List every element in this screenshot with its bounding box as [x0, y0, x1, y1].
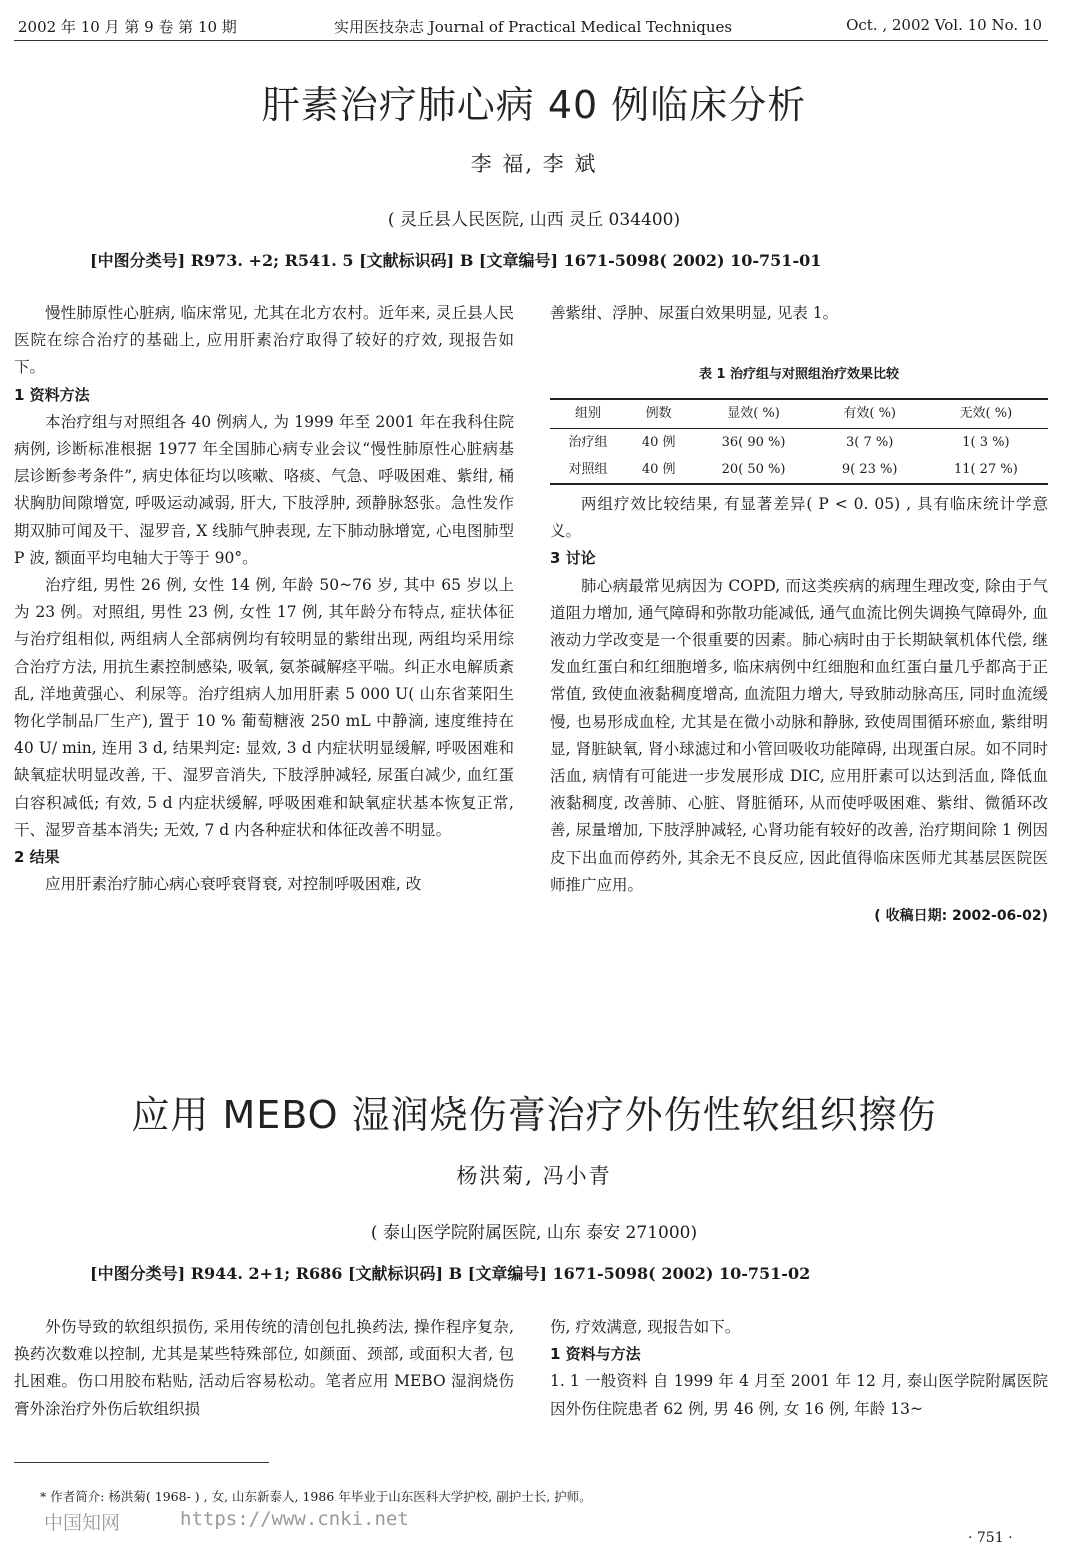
paragraph: 外伤导致的软组织损伤, 采用传统的清创包扎换药法, 操作程序复杂, 换药次数难以控制, 尤其是某些特殊部位, 如颜面、颈部, 或面积大者, 包扎困难。伤口用胶布粘贴, 活动后容易松动。笔者应用 MEBO 湿润烧伤膏外涂治疗外伤后软组织损 — [14, 1318, 514, 1418]
header-issue-en: Oct. , 2002 Vol. 10 No. 10 — [846, 16, 1042, 34]
header-journal: 实用医技杂志 Journal of Practical Medical Techniques — [334, 18, 733, 36]
section-heading: 3 讨论 — [550, 549, 596, 568]
paragraph: 慢性肺原性心脏病, 临床常见, 尤其在北方农村。近年来, 灵丘县人民医院在综合治疗的基础上, 应用肝素治疗取得了较好的疗效, 现报告如下。 — [14, 304, 514, 377]
table-cell: 36( 90 %) — [721, 434, 786, 450]
table-cell: 3( 7 %) — [846, 434, 894, 450]
table-header-cell: 组别 — [574, 406, 601, 422]
section-heading: 2 结果 — [14, 848, 60, 867]
table-cell: 40 例 — [641, 461, 676, 477]
article1-title: 肝素治疗肺心病 40 例临床分析 — [261, 83, 807, 127]
table-header-cell: 有效( %) — [843, 406, 897, 422]
table-header-cell: 显效( %) — [727, 406, 780, 422]
header-issue: 2002 年 10 月 第 9 卷 第 10 期 — [18, 18, 237, 36]
paragraph: 肺心病最常见病因为 COPD, 而这类疾病的病理生理改变, 除由于气道阻力增加, 通气障碍和弥散功能减低, 通气血流比例失调换气障碍外, 血液动力学改变是一个很重要的因素。肺心病时由于长期缺氧机体代偿, 继发血红蛋白和红细胞增多, 临床病例中红细胞和血红蛋白量几乎都高于正常值, 致使血液黏稠度增高, 血流阻力增大, 导致肺动脉高压, 同时血流缓慢, 也易形成血栓, 尤其是在微小动脉和静脉, 致使周围循环瘀血, 紫绀明显, 肾脏缺氧, 肾小球滤过和小管回吸收功能障碍, 出现蛋白尿。如不同时活血, 病情有可能进一步发展形成 DIC, 应用肝素可以达到活血, 降低血液黏稠度, 改善肺、心脏、肾脏循环, 从而使呼吸困难、紫绀、微循环改善, 尿量增加, 下肢浮肿减轻, 心肾功能有较好的改善, 治疗期间除 1 例因皮下出血而停药外, 其余无不良反应, 因此值得临床医师尤其基层医院医师推广应用。 — [550, 576, 1048, 894]
table-cell: 9( 23 %) — [841, 461, 898, 477]
paragraph: 应用肝素治疗肺心病心衰呼衰肾衰, 对控制呼吸困难, 改 — [45, 875, 422, 894]
table-caption: 表 1 治疗组与对照组治疗效果比较 — [698, 367, 900, 383]
table-header-cell: 无效( %) — [959, 406, 1013, 422]
paragraph: 两组疗效比较结果, 有显著差异( P < 0. 05) , 具有临床统计学意义。 — [550, 495, 1048, 541]
paragraph: 伤, 疗效满意, 现报告如下。 — [550, 1318, 741, 1336]
table-cell: 1( 3 %) — [962, 434, 1010, 450]
table-cell: 20( 50 %) — [721, 461, 786, 477]
running-header — [14, 14, 1048, 41]
section-heading: 1 资料与方法 — [550, 1345, 641, 1364]
article1-classification: [中图分类号] R973. +2; R541. 5 [文献标识码] B [文章编号] 1671-5098( 2002) 10-751-01 — [90, 251, 822, 270]
article1-right-top: 善紫绀、浮肿、尿蛋白效果明显, 见表 1。 — [550, 304, 839, 322]
paragraph: 1. 1 一般资料 自 1999 年 4 月至 2001 年 12 月, 泰山医学院附属医院因外伤住院患者 62 例, 男 46 例, 女 16 例, 年龄 13~ — [550, 1372, 1048, 1418]
page-number: · 751 · — [968, 1530, 1013, 1546]
table-cell: 40 例 — [641, 434, 676, 450]
table-row — [550, 456, 1048, 484]
article2-classification: [中图分类号] R944. 2+1; R686 [文献标识码] B [文章编号] 1671-5098( 2002) 10-751-02 — [90, 1264, 811, 1283]
table-cell: 治疗组 — [568, 434, 608, 450]
paragraph: 治疗组, 男性 26 例, 女性 14 例, 年龄 50~76 岁, 其中 65 岁以上为 23 例。对照组, 男性 23 例, 女性 17 例, 其年龄分布特点, 症状体征与治疗组相似, 两组病人全部病例均有较明显的紫绀出现, 两组均采用综合治疗方法, 用抗生素控制感染, 吸氧, 氨茶碱解痉平喘。纠正水电解质紊乱, 洋地黄强心、利尿等。治疗组病人加用肝素 5 000 U( 山东省莱阳生物化学制品厂生产), 置于 10 % 葡萄糖液 250 mL 中静滴, 速度维持在 40 U/ min, 连用 3 d, 结果判定: 显效, 3 d 内症状明显缓解, 呼吸困难和缺氧症状明显改善, 干、湿罗音消失, 下肢浮肿减轻, 尿蛋白减少, 血红蛋白容积减低; 有效, 5 d 内症状缓解, 呼吸困难和缺氧症状基本恢复正常, 干、湿罗音基本消失; 无效, 7 d 内各种症状和体征改善不明显。 — [14, 576, 514, 839]
results-table — [550, 398, 1048, 485]
author-footnote: * 作者简介: 杨洪菊( 1968- ) , 女, 山东新泰人, 1986 年毕业于山东医科大学护校, 副护士长, 护师。 — [40, 1489, 592, 1504]
received-date: ( 收稿日期: 2002-06-02) — [874, 908, 1048, 925]
cnki-url[interactable]: https://www.cnki.net — [180, 1508, 409, 1530]
cnki-watermark: 中国知网 — [44, 1512, 121, 1534]
article1-authors: 李 福, 李 斌 — [470, 152, 598, 176]
article1-affiliation: ( 灵丘县人民医院, 山西 灵丘 034400) — [387, 210, 681, 230]
table-cell: 11( 27 %) — [953, 461, 1018, 477]
article2-authors: 杨洪菊, 冯小青 — [456, 1164, 612, 1188]
article1-left-column — [14, 300, 514, 898]
article1-right-column — [550, 300, 1048, 930]
table-row — [550, 428, 1048, 456]
paragraph: 本治疗组与对照组各 40 例病人, 为 1999 年至 2001 年在我科住院病例, 诊断标准根据 1977 年全国肺心病专业会议“慢性肺原性心脏病基层诊断参考条件”, 病史体征均以咳嗽、咯痰、气急、呼吸困难、紫绀, 桶状胸肋间隙增宽, 呼吸运动减弱, 肝大, 下肢浮肿, 颈静脉怒张。急性发作期双肺可闻及干、湿罗音, X 线肺气肿表现, 左下肺动脉增宽, 心电图肺型 P 波, 额面平均电轴大于等于 90°。 — [14, 412, 514, 567]
section-heading: 1 资料方法 — [14, 385, 90, 404]
article2-affiliation: ( 泰山医学院附属医院, 山东 泰安 271000) — [370, 1223, 698, 1243]
footnote-rule — [14, 1462, 269, 1463]
article2-right-column — [550, 1314, 1048, 1423]
article2-title: 应用 MEBO 湿润烧伤膏治疗外伤性软组织擦伤 — [131, 1093, 937, 1137]
article2-left-column — [14, 1314, 514, 1423]
table-cell: 对照组 — [568, 461, 608, 477]
table-header-cell: 例数 — [645, 406, 672, 422]
